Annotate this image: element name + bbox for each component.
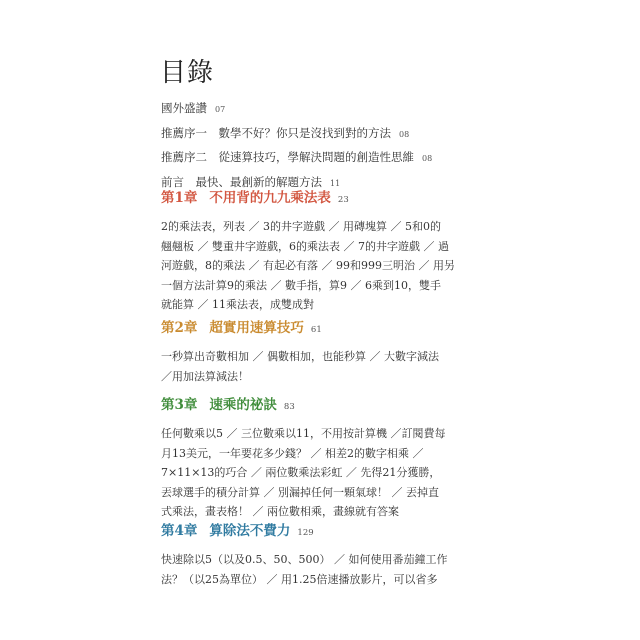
page-number: 83	[283, 402, 295, 412]
page-number: 61	[310, 325, 322, 335]
chapter-title: 不用背的九九乘法表	[209, 190, 331, 206]
page-number: 08	[399, 129, 410, 139]
front-matter-item	[161, 122, 481, 147]
page-title: 目錄	[160, 58, 215, 88]
contents-line: 法？（以25為單位） ／ 用1.25倍速播放影片，可以省多	[161, 572, 438, 586]
chapter-title: 速乘的祕訣	[209, 397, 277, 413]
contents-line: 快速除以5（以及0.5、50、500） ／ 如何使用番茄鐘工作	[161, 553, 448, 566]
chapter-title: 超實用速算技巧	[209, 320, 304, 336]
contents-line: 丟球選手的積分計算 ／ 別漏掉任何一顆氣球！ ／ 丟掉直	[161, 485, 439, 499]
chapter-contents	[161, 217, 481, 315]
chapter-contents	[161, 550, 481, 589]
front-matter-label: 國外盛讚	[161, 101, 207, 115]
front-matter-label: 推薦序一 數學不好？你只是沒找到對的方法	[161, 125, 391, 140]
front-matter-label: 推薦序二 從速算技巧，學解決問題的創造性思維	[161, 150, 414, 164]
page-number: 08	[422, 154, 433, 163]
page-number: 129	[297, 528, 314, 538]
contents-line: 2的乘法表，列表 ／ 3的井字遊戲 ／ 用磚塊算 ／ 5和0的	[161, 220, 441, 233]
chapter-4	[161, 521, 481, 589]
chapter-title: 算除法不費力	[209, 523, 291, 539]
front-matter	[161, 97, 481, 195]
chapter-label: 第3章	[161, 397, 198, 413]
chapter-heading	[161, 188, 481, 210]
chapter-heading	[161, 395, 481, 417]
contents-line: 河遊戲，8的乘法 ／ 有起必有落 ／ 99和999三明治 ／ 用另	[161, 259, 455, 273]
chapter-3	[161, 395, 481, 522]
chapter-1	[161, 188, 481, 315]
contents-line: 一個方法計算9的乘法 ／ 數手指，算9 ／ 6乘到10，雙手	[161, 278, 441, 292]
chapter-contents	[161, 424, 481, 522]
page-number: 11	[330, 178, 341, 188]
contents-line: 任何數乘以5 ／ 三位數乘以11，不用按計算機 ／訂閱費每	[161, 427, 446, 440]
chapter-heading	[161, 318, 481, 340]
page-number: 23	[337, 195, 349, 205]
chapter-label: 第1章	[161, 190, 198, 206]
contents-line: 式乘法，畫表格！ ／ 兩位數相乘，畫線就有答案	[161, 505, 399, 519]
contents-line: 7×11×13的巧合 ／ 兩位數乘法彩虹 ／ 先得21分獲勝，	[161, 466, 441, 480]
chapter-label: 第2章	[161, 320, 198, 336]
page-number: 07	[215, 105, 226, 114]
chapter-heading	[161, 521, 481, 543]
front-matter-item	[161, 97, 481, 122]
contents-line: 翹翹板 ／ 雙重井字遊戲，6的乘法表 ／ 7的井字遊戲 ／ 過	[161, 239, 449, 253]
front-matter-label: 前言 最快、最創新的解題方法	[161, 174, 322, 189]
chapter-label: 第4章	[161, 523, 198, 539]
chapter-2	[161, 318, 481, 386]
contents-line: 月13美元，一年要花多少錢？ ／ 相差2的數字相乘 ／	[161, 446, 424, 460]
contents-line: ／用加法算減法！	[161, 369, 249, 383]
contents-line: 一秒算出奇數相加 ／ 偶數相加，也能秒算 ／ 大數字減法	[161, 350, 439, 363]
contents-line: 就能算 ／ 11乘法表，成雙成對	[161, 298, 314, 312]
front-matter-item	[161, 146, 481, 171]
chapter-contents	[161, 347, 481, 386]
